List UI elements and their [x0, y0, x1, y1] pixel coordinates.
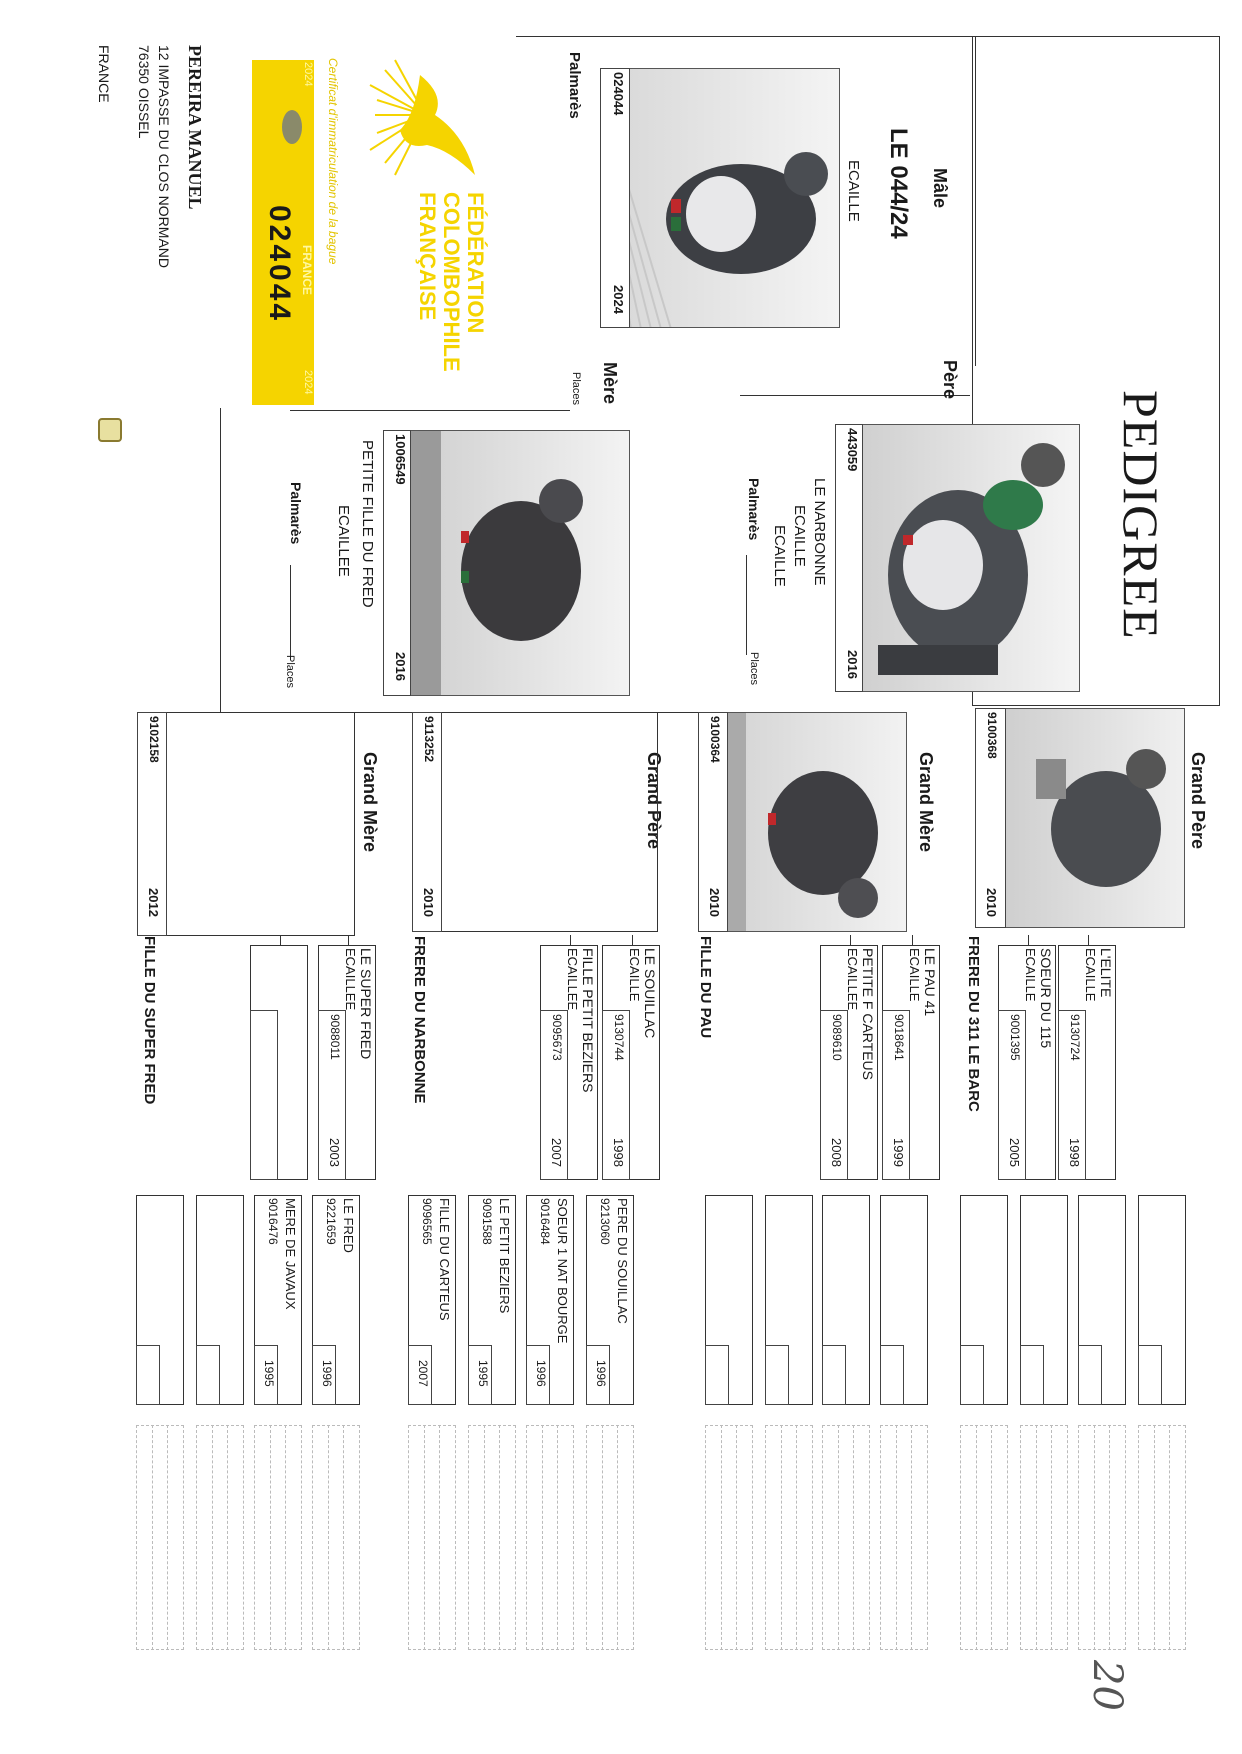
palmares-divider [484, 1425, 500, 1650]
ggg-year-box [880, 1345, 904, 1405]
gp4-photo-frame [165, 712, 355, 936]
subject-photo-year: 2024 [611, 285, 626, 314]
ring-emblem-icon [282, 110, 302, 144]
gp1-name: FRERE DU 311 LE BARC [965, 936, 982, 1112]
pigeon-icon [728, 713, 907, 932]
pigeon-icon [411, 431, 630, 696]
pigeon-icon [1006, 709, 1185, 928]
ggg-year-box [136, 1345, 160, 1405]
gg-link [280, 935, 281, 945]
father-photo [862, 424, 1080, 692]
ggg-name: LE FRED [341, 1198, 356, 1253]
palmares-divider [781, 1425, 797, 1650]
gp3-ring: 9113252 [422, 716, 436, 763]
father-places-label: Places [748, 652, 760, 686]
handwritten-note: 20 [1084, 1660, 1130, 1711]
ggg-year-box [1078, 1345, 1102, 1405]
gg-color: ECAILLE [1083, 948, 1098, 1002]
ggg-year-box [765, 1345, 789, 1405]
ggg-year: 1996 [534, 1360, 548, 1387]
certificate-label: Certificat d'immatriculation de la bague [326, 58, 340, 265]
ggg-ring: 9091588 [480, 1198, 494, 1245]
gg-link [850, 935, 851, 945]
federation-certificate [220, 40, 520, 405]
palmares-divider [424, 1425, 440, 1650]
gg-year: 1998 [611, 1138, 626, 1167]
subject-photo [610, 68, 840, 328]
father-year: 2016 [845, 650, 860, 679]
mother-year: 2016 [393, 652, 408, 681]
mother-ring: 1006549 [393, 434, 408, 485]
gp3-year: 2010 [421, 888, 436, 917]
ggg-year-box [1138, 1345, 1162, 1405]
gp3-name: FRERE DU NARBONNE [411, 936, 428, 1104]
mother-palmares-label: Palmarès [288, 482, 304, 545]
ggg-name: PERE DU SOUILLAC [615, 1198, 630, 1324]
gp2-photo [727, 712, 907, 932]
palmares-divider [602, 1425, 618, 1650]
palmares-divider [152, 1425, 168, 1650]
federation-name-1: FÉDÉRATION [463, 192, 488, 334]
ggg-year: 1995 [262, 1360, 276, 1387]
father-ring: 443059 [845, 428, 860, 472]
palmares-divider [328, 1425, 344, 1650]
pigeon-icon [611, 69, 840, 328]
gg-link [632, 935, 633, 945]
gg-color: ECAILLEE [845, 948, 860, 1011]
gg-name: LE PAU 41 [922, 948, 938, 1017]
gg-link [912, 935, 913, 945]
gg-ring: 9088011 [328, 1014, 342, 1060]
gg-year: 2005 [1007, 1138, 1022, 1167]
ggg-name: LE PETIT BEZIERS [497, 1198, 512, 1314]
palmares-divider [542, 1425, 558, 1650]
owner-address-2: 76350 OISSEL [136, 45, 152, 139]
gg-year: 1998 [1067, 1138, 1082, 1167]
ring-year-left: 2024 [302, 62, 314, 87]
federation-name-2: COLOMBOPHILE [439, 192, 464, 372]
subject-ring: LE 044/24 [885, 128, 912, 239]
gg-name: PETITE F CARTEUS [860, 948, 876, 1080]
gg-color: ECAILLEE [565, 948, 580, 1011]
mother-palmares-line [290, 565, 291, 660]
gg-ring: 9130724 [1068, 1014, 1082, 1061]
gg-year: 2007 [549, 1138, 564, 1167]
gg-name: LE SUPER FRED [358, 948, 374, 1060]
gg-ring-box [250, 1010, 278, 1180]
mother-places-label: Places [284, 655, 296, 689]
gg-ring: 9018641 [892, 1014, 906, 1061]
ggg-ring: 9096565 [420, 1198, 434, 1245]
palmares-divider [838, 1425, 854, 1650]
gp1-photo [1005, 708, 1185, 928]
gp4-name: FILLE DU SUPER FRED [141, 936, 158, 1105]
palmares-divider [976, 1425, 992, 1650]
gp3-role: Grand Père [644, 752, 664, 850]
subject-color: ECAILLE [845, 160, 862, 222]
page-title: PEDIGREE [1113, 390, 1169, 640]
father-palmares-label: Palmarès [746, 478, 762, 541]
gp2-ring: 9100364 [708, 716, 722, 763]
palmares-divider [1094, 1425, 1110, 1650]
ggg-year: 1996 [320, 1360, 334, 1387]
palmares-divider [896, 1425, 912, 1650]
gg-name: LE SOUILLAC [642, 948, 658, 1039]
ggg-year-box [822, 1345, 846, 1405]
gp1-ring: 9100368 [985, 712, 999, 759]
ggg-year: 2007 [416, 1360, 430, 1387]
gg-ring: 9095673 [550, 1014, 564, 1061]
ggg-year-box [960, 1345, 984, 1405]
subject-sex: Mâle [930, 168, 950, 209]
ggg-year-box [705, 1345, 729, 1405]
gg-link [1088, 935, 1089, 945]
mother-photo [410, 430, 630, 696]
gp4-year: 2012 [146, 888, 161, 917]
ring-year-right: 2024 [302, 370, 314, 395]
gg-ring: 9089610 [830, 1014, 844, 1061]
gg-color: ECAILLE [627, 948, 642, 1002]
subject-mother-link [290, 410, 570, 411]
ggg-ring: 9221659 [324, 1198, 338, 1245]
gp1-role: Grand Père [1188, 752, 1208, 850]
gg-color: ECAILLE [1023, 948, 1038, 1002]
subject-photo-ring: 024044 [611, 72, 626, 116]
ring-country: FRANCE [300, 245, 314, 295]
pigeon-icon [863, 425, 1080, 692]
ggg-ring: 9213060 [598, 1198, 612, 1245]
mother-color: ECAILLEE [335, 505, 352, 577]
father-name: LE NARBONNE [811, 478, 828, 586]
palmares-divider [1154, 1425, 1170, 1650]
palmares-divider [212, 1425, 228, 1650]
stamp-icon [98, 418, 122, 442]
owner-address-1: 12 IMPASSE DU CLOS NORMAND [156, 45, 172, 269]
federation-logo-icon [365, 55, 485, 185]
ggg-year: 1995 [476, 1360, 490, 1387]
mother-name: PETITE FILLE DU FRED [359, 440, 376, 608]
father-palmares-line [746, 555, 747, 655]
palmares-divider [721, 1425, 737, 1650]
gp4-role: Grand Mère [360, 752, 380, 853]
ring-number: 024044 [263, 205, 296, 324]
gp2-name: FILLE DU PAU [697, 936, 714, 1039]
gg-year: 1999 [891, 1138, 906, 1167]
ggg-ring: 9016484 [538, 1198, 552, 1245]
father-color: ECAILLE [791, 505, 808, 567]
gp3-photo-frame [440, 712, 658, 932]
palmares-divider [1036, 1425, 1052, 1650]
gg-ring: 9130744 [612, 1014, 626, 1061]
gg-year: 2003 [327, 1138, 342, 1167]
ggg-year-box [1020, 1345, 1044, 1405]
gg-name: L'ELITE [1098, 948, 1114, 998]
ggg-name: SOEUR 1 NAT BOURGE [555, 1198, 570, 1344]
mother-role: Mère [600, 362, 620, 405]
father-color-2: ECAILLE [771, 525, 788, 587]
gg-year: 2008 [829, 1138, 844, 1167]
gg-name: SOEUR DU 115 [1038, 948, 1054, 1049]
subject-palmares-label: Palmarès [566, 52, 583, 119]
gp4-ring: 9102158 [147, 716, 161, 763]
ggg-year: 1996 [594, 1360, 608, 1387]
mother-places-top: Places [570, 372, 582, 406]
owner-country: FRANCE [96, 45, 112, 103]
federation-name-3: FRANÇAISE [415, 192, 440, 321]
ggg-ring: 9016476 [266, 1198, 280, 1245]
gg-link [1028, 935, 1029, 945]
father-role: Père [940, 360, 960, 400]
subject-father-link [740, 395, 970, 396]
gg-color: ECAILLE [907, 948, 922, 1002]
gg-color: ECAILLEE [343, 948, 358, 1011]
gp2-role: Grand Mère [916, 752, 936, 853]
gg-ring: 9001395 [1008, 1014, 1022, 1061]
gp1-year: 2010 [984, 888, 999, 917]
palmares-divider [270, 1425, 286, 1650]
gg-name: FILLE PETIT BEZIERS [580, 948, 596, 1093]
gg-link [348, 935, 349, 945]
gg-link [570, 935, 571, 945]
ggg-name: MERE DE JAVAUX [283, 1198, 298, 1310]
owner-name: PEREIRA MANUEL [185, 45, 205, 210]
ggg-year-box [196, 1345, 220, 1405]
gp2-year: 2010 [707, 888, 722, 917]
ggg-name: FILLE DU CARTEUS [437, 1198, 452, 1321]
